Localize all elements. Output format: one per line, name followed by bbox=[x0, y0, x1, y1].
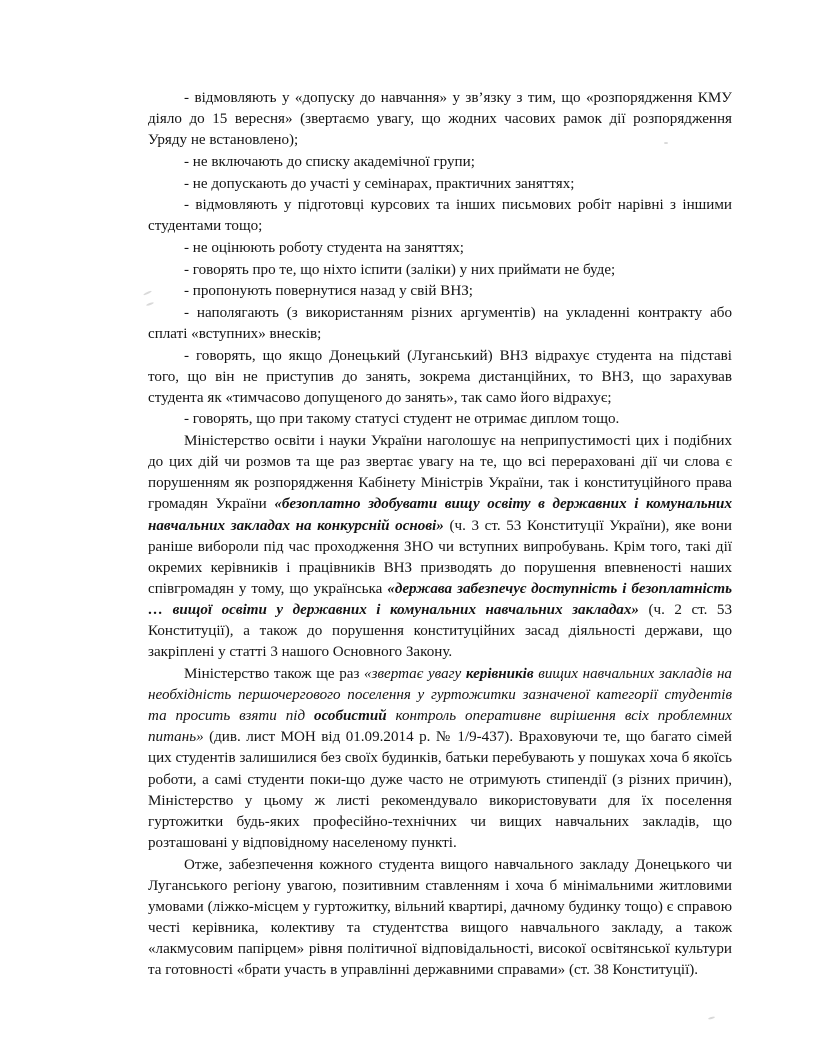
document-body bbox=[148, 88, 732, 981]
scan-speckle bbox=[664, 142, 668, 144]
list-item: - говорять, що при такому статусі студент не отримає диплом тощо. bbox=[184, 411, 620, 428]
letter-quote-emphasis-2: особистий bbox=[314, 708, 387, 725]
list-item: - говорять про те, що ніхто іспити (заліки) у них приймати не буде; bbox=[184, 261, 616, 278]
list-item: - говорять, що якщо Донецький (Луганський) ВНЗ відрахує студента на підставі того, що він не приступив до занять, зокрема дистанційних, то ВНЗ, що зарахував студента як «тимчасово допущеного до занять», так само його відрахує; bbox=[148, 347, 732, 406]
paragraph-ministry-statement bbox=[148, 431, 732, 663]
letter-quote-part-3: контроль оперативне вирішення всіх проблемних питань» bbox=[148, 708, 733, 746]
text-run: рівня політичної відповідальності, високої освітянської культури та готовності bbox=[148, 941, 732, 979]
letter-quote-emphasis-1: керівників bbox=[465, 665, 534, 682]
text-run: (ст. 38 Конституції). bbox=[565, 962, 699, 979]
text-run: (ч. 3 ст. 53 Конституції України), яке вони раніше вибороли під час проходження ЗНО чи вступних випробувань. Крім того, такі дії окремих керівників і працівників ВНЗ призводять до порушення впевненості наших співгромадян у тому, що українська bbox=[148, 517, 732, 597]
text-run: Отже, забезпечення кожного студента вищого навчального закладу Донецького чи Луганського регіону увагою, позитивним ставленням і хоча б мінімальними житловими умовами (ліжко-місцем у гуртожитку, вільний квартирі, дачному будинку тощо) є справою честі керівника, колективу та студентства вищого навчального закладу, а також bbox=[148, 856, 732, 936]
letter-quote-part-2: вищих навчальних закладів на необхідність першочергового поселення у гуртожитки зазначеної категорії студентів та просить взяти під bbox=[148, 665, 732, 725]
paragraph-conclusion bbox=[148, 855, 732, 982]
list-item: - пропонують повернутися назад у свій ВНЗ; bbox=[184, 283, 473, 300]
quoted-phrase-2: «брати участь в управлінні державними справами» bbox=[236, 962, 566, 979]
quoted-constitution-clause-2: «держава забезпечує доступність і безоплатність … вищої освіти у державних і комунальних навчальних закладах» bbox=[148, 580, 732, 618]
list-item: - відмовляють у «допуску до навчання» у зв’язку з тим, що «розпорядження КМУ діяло до 15 вересня» (звертаємо увагу, що жодних часових рамок дії розпорядження Уряду не встановлено); bbox=[148, 90, 732, 149]
list-item: - не включають до списку академічної групи; bbox=[184, 153, 475, 170]
letter-quote-part: «звертає увагу bbox=[364, 665, 466, 682]
text-run: Міністерство освіти і науки України наголошує на неприпустимості цих і подібних до цих дій чи розмов та ще раз звертає увагу на те, що всі перераховані дії чи слова є порушенням як розпорядження Кабінету Міністрів України, так і конституційного права громадян України bbox=[148, 433, 732, 513]
quoted-phrase-1: «лакмусовим папірцем» bbox=[148, 941, 305, 957]
scan-speckle bbox=[708, 1016, 715, 1020]
list-item: - не оцінюють роботу студента на заняттях; bbox=[184, 239, 465, 256]
list-item: - не допускають до участі у семінарах, практичних заняттях; bbox=[184, 175, 575, 192]
text-run: (див. лист МОН від 01.09.2014 р. № 1/9-437). Враховуючи те, що багато сімей цих студентів залишилися без своїх будинків, батьки перебувають у пошуках хоча б якоїсь роботи, а самі студенти поки-що дуже часто не отримують стипендії (з різних причин), Міністерство у цьому ж листі рекомендувало використовувати для їх поселення гуртожитки будь-яких професійно-технічних чи вищих навчальних закладів, що розташовані у відповідному населеному пункті. bbox=[148, 729, 732, 851]
list-item: - відмовляють у підготовці курсових та інших письмових робіт нарівні з іншими студентами тощо; bbox=[148, 197, 732, 235]
text-run: (ч. 2 ст. 53 Конституції), а також до порушення конституційних засад діяльності держави, що закріплені у статті 3 нашого Основного Закону. bbox=[148, 602, 732, 661]
list-item: - наполягають (з використанням різних аргументів) на укладенні контракту або сплаті «вступних» внесків; bbox=[148, 304, 732, 342]
paragraph-ministry-letter bbox=[148, 664, 732, 854]
text-run: Міністерство також ще раз bbox=[184, 665, 365, 682]
quoted-constitution-clause: «безоплатно здобувати вищу освіту в державних і комунальних навчальних закладах на конкурсній основі» bbox=[148, 496, 732, 534]
